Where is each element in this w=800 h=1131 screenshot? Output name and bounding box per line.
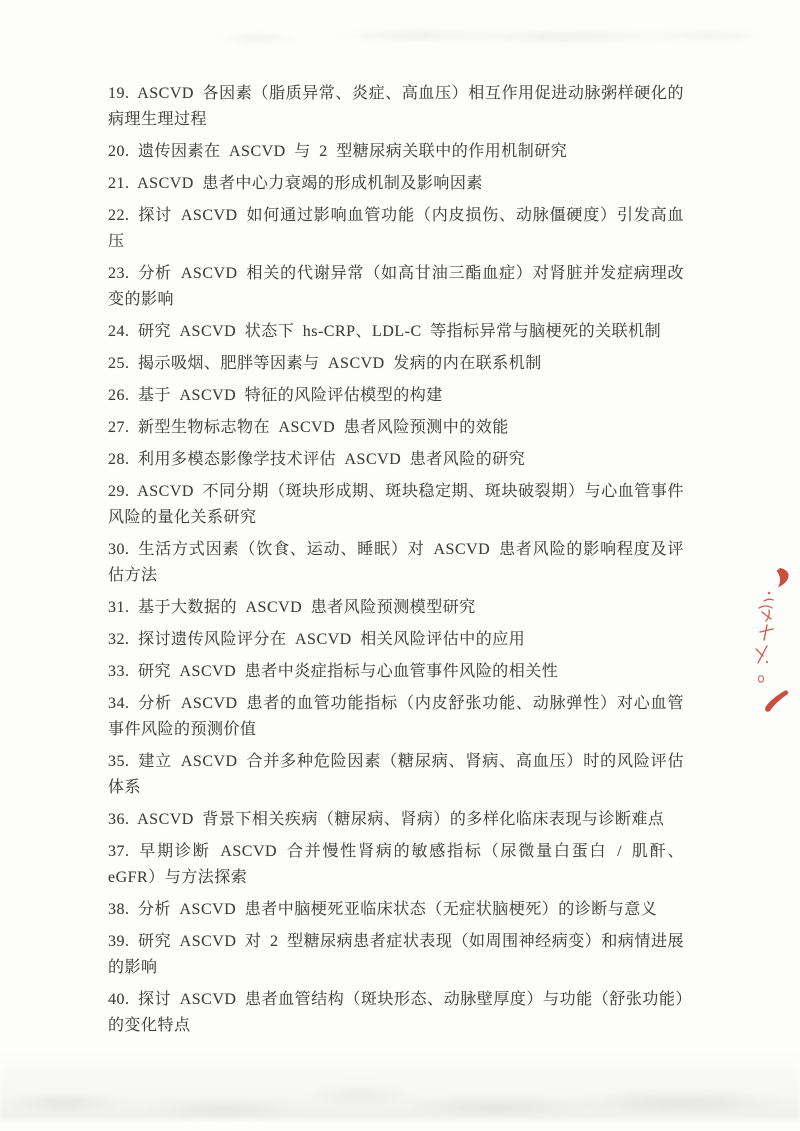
list-item: 34. 分析 ASCVD 患者的血管功能指标（内皮舒张功能、动脉弹性）对心血管事件风险的预测价值 xyxy=(108,695,684,738)
list-item: 27. 新型生物标志物在 ASCVD 患者风险预测中的效能 xyxy=(108,419,509,436)
list-item: 22. 探讨 ASCVD 如何通过影响血管功能（内皮损伤、动脉僵硬度）引发高血压 xyxy=(108,207,684,250)
list-item: 37. 早期诊断 ASCVD 合并慢性肾病的敏感指标（尿微量白蛋白 / 肌酐、eGFR）与方法探索 xyxy=(108,843,684,886)
red-ink-stroke xyxy=(777,568,789,588)
scanner-noise-artifact xyxy=(0,1052,800,1124)
red-ink-squiggle xyxy=(756,646,767,663)
list-item: 30. 生活方式因素（饮食、运动、睡眠）对 ASCVD 患者风险的影响程度及评估方法 xyxy=(108,541,684,584)
list-item: 40. 探讨 ASCVD 患者血管结构（斑块形态、动脉壁厚度）与功能（舒张功能）的变化特点 xyxy=(108,991,684,1034)
list-item: 35. 建立 ASCVD 合并多种危险因素（糖尿病、肾病、高血压）时的风险评估体系 xyxy=(108,753,684,796)
list-item: 20. 遗传因素在 ASCVD 与 2 型糖尿病关联中的作用机制研究 xyxy=(108,143,568,160)
list-item: 36. ASCVD 背景下相关疾病（糖尿病、肾病）的多样化临床表现与诊断难点 xyxy=(108,811,665,828)
list-item: 23. 分析 ASCVD 相关的代谢异常（如高甘油三酯血症）对肾脏并发症病理改变的影响 xyxy=(108,265,684,308)
list-item: 26. 基于 ASCVD 特征的风险评估模型的构建 xyxy=(108,387,443,404)
red-ink-circle xyxy=(758,676,763,682)
list-item: 29. ASCVD 不同分期（斑块形成期、斑块稳定期、斑块破裂期）与心血管事件风险的量化关系研究 xyxy=(108,483,684,526)
list-item: 28. 利用多模态影像学技术评估 ASCVD 患者风险的研究 xyxy=(108,451,526,468)
ink-bleedthrough-artifact xyxy=(130,20,770,54)
list-item: 39. 研究 ASCVD 对 2 型糖尿病患者症状表现（如周围神经病变）和病情进展的影响 xyxy=(108,933,684,976)
list-item: 19. ASCVD 各因素（脂质异常、炎症、高血压）相互作用促进动脉粥样硬化的病理生理过程 xyxy=(108,85,684,128)
list-item: 31. 基于大数据的 ASCVD 患者风险预测模型研究 xyxy=(108,599,476,616)
list-item: 32. 探讨遗传风险评分在 ASCVD 相关风险评估中的应用 xyxy=(108,631,526,648)
red-ink-scribble xyxy=(759,599,773,621)
red-ink-cross xyxy=(760,625,773,640)
red-ink-stroke xyxy=(766,692,787,711)
list-item: 21. ASCVD 患者中心力衰竭的形成机制及影响因素 xyxy=(108,175,483,192)
list-item: 33. 研究 ASCVD 患者中炎症指标与心血管事件风险的相关性 xyxy=(108,663,559,680)
research-topic-list xyxy=(108,81,684,1045)
list-item: 24. 研究 ASCVD 状态下 hs-CRP、LDL-C 等指标异常与脑梗死的关联机制 xyxy=(108,323,662,340)
red-ink-dot xyxy=(766,661,768,663)
list-item: 25. 揭示吸烟、肥胖等因素与 ASCVD 发病的内在联系机制 xyxy=(108,355,542,372)
red-ink-dot xyxy=(768,592,771,595)
list-item: 38. 分析 ASCVD 患者中脑梗死亚临床状态（无症状脑梗死）的诊断与意义 xyxy=(108,901,658,918)
handwritten-red-annotation xyxy=(745,558,797,718)
